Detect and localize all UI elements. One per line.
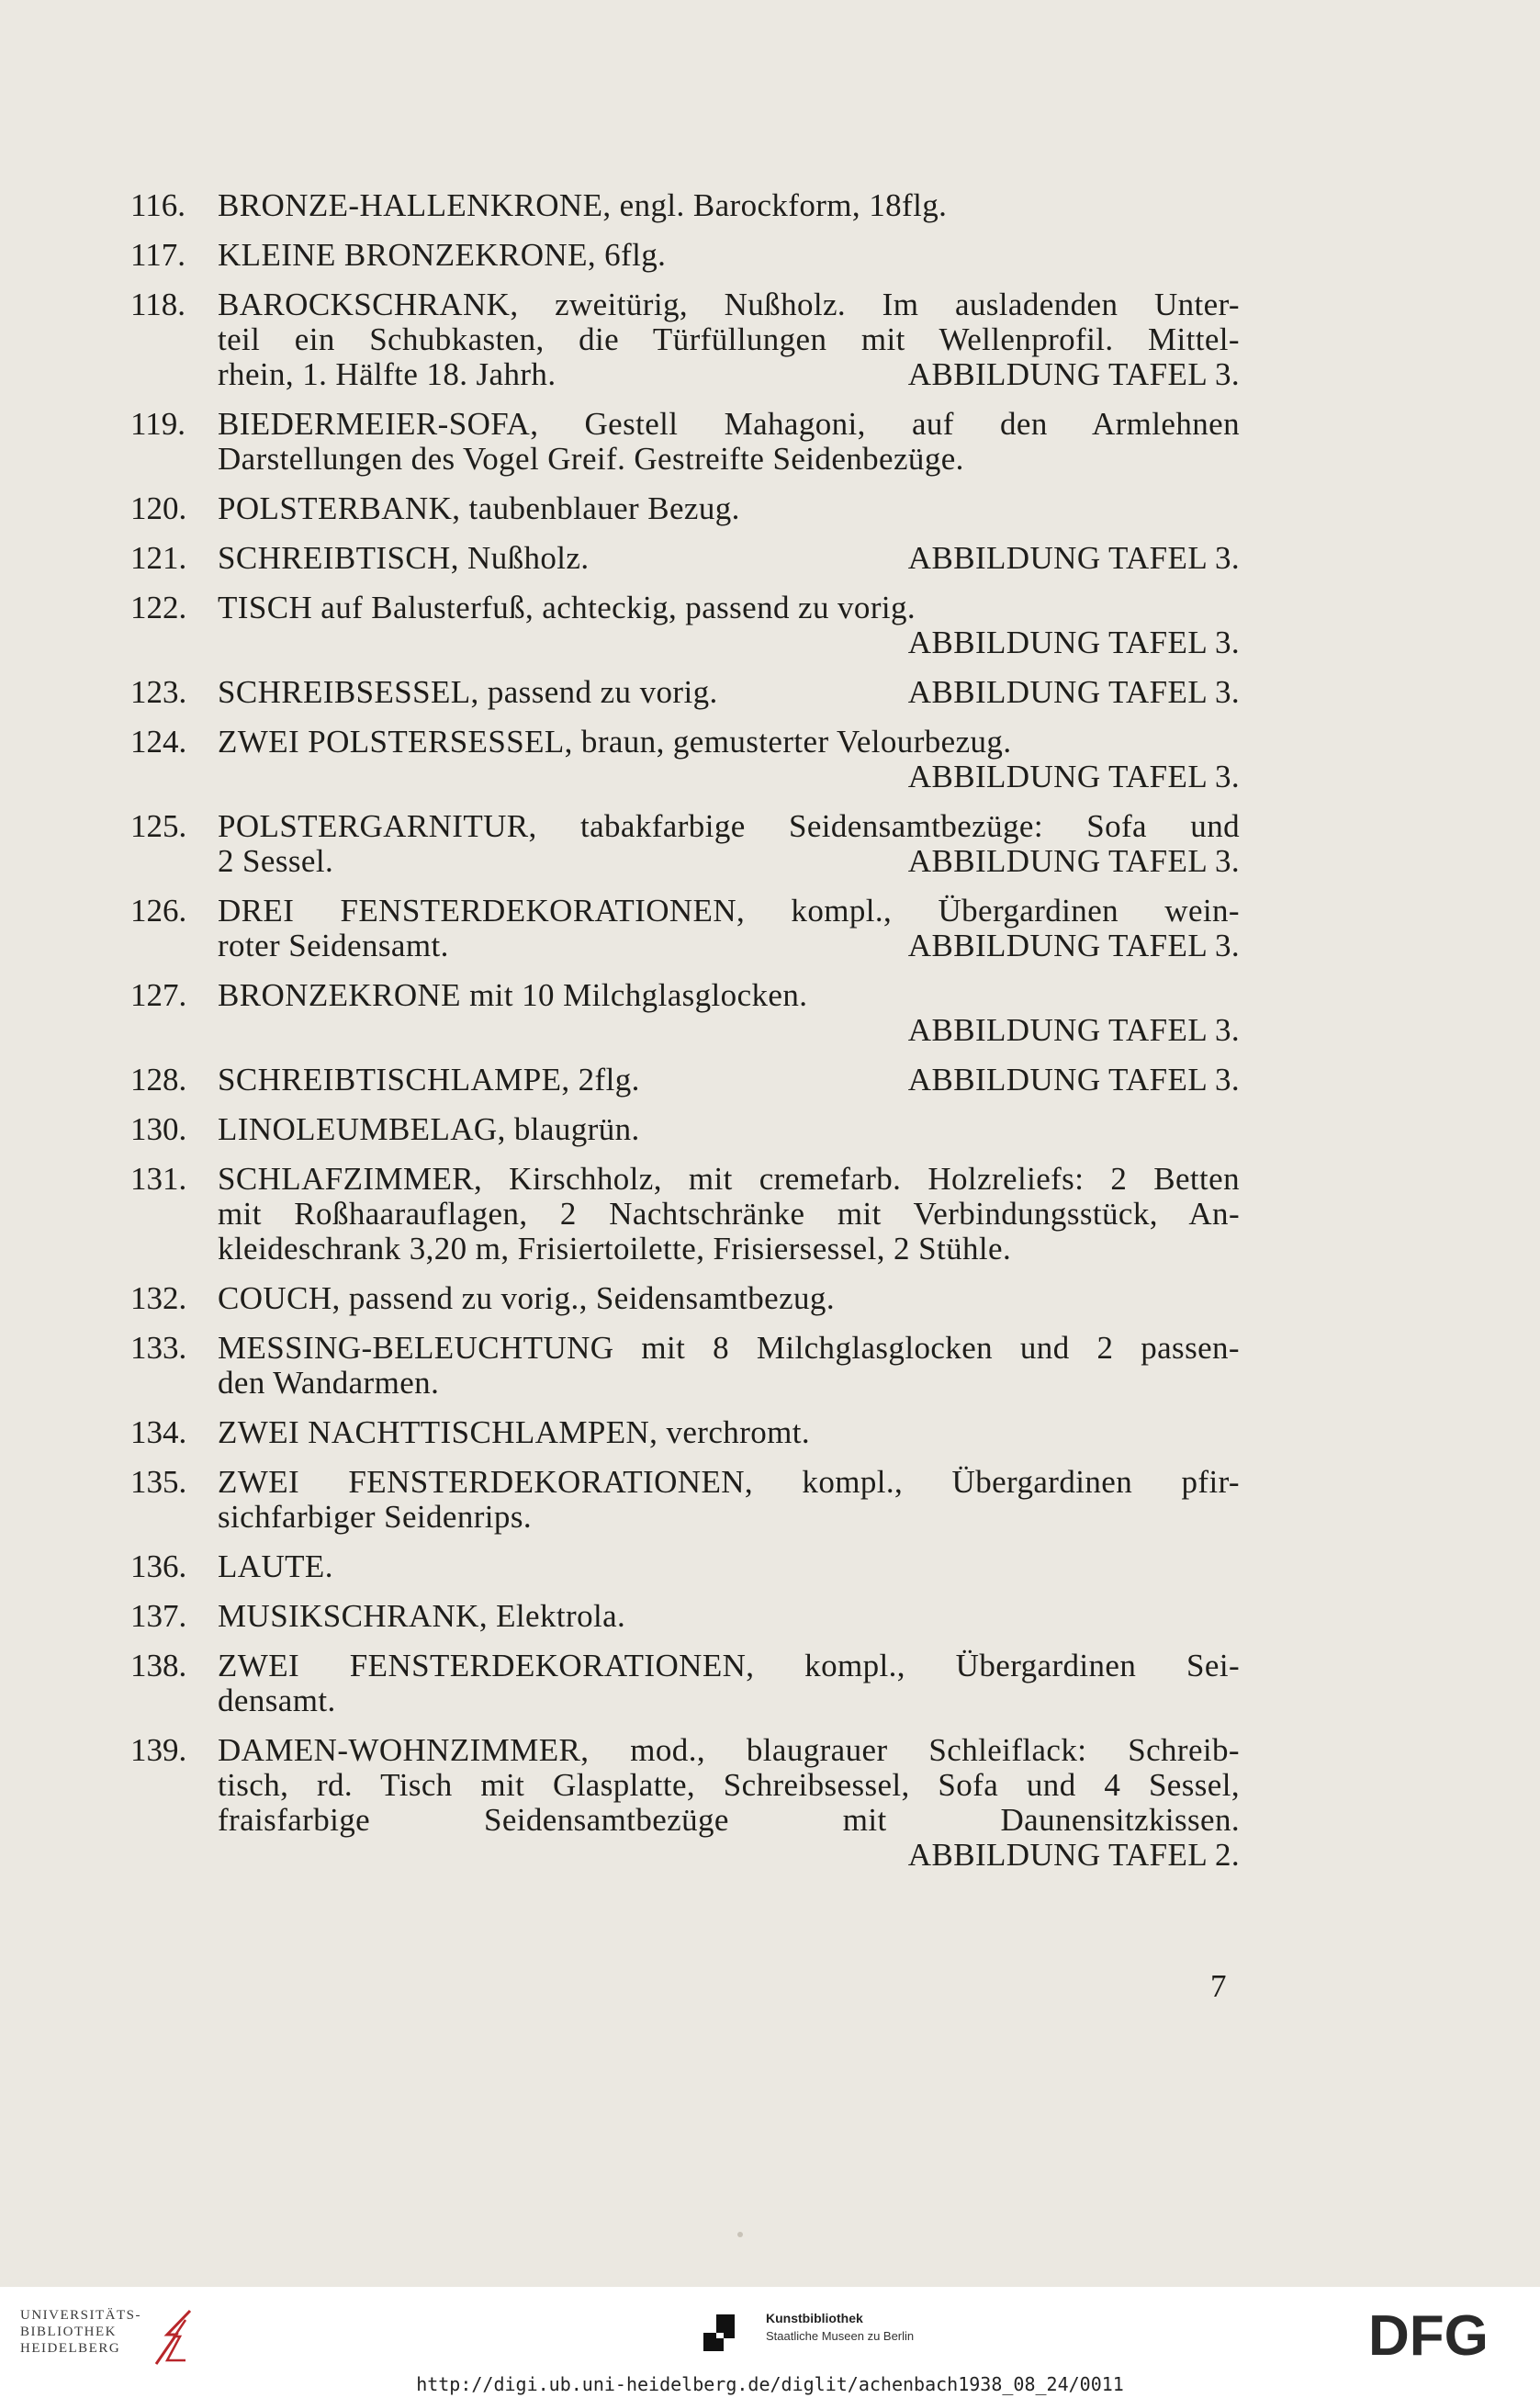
entry-text-line: MESSING-BELEUCHTUNG mit 8 Milchglasglocken und 2 passen- [218, 1330, 1240, 1366]
catalog-entry [130, 238, 1240, 273]
entry-text-line: densamt. [218, 1683, 336, 1718]
entry-number: 136. [130, 1548, 187, 1584]
entry-text-line: den Wandarmen. [218, 1365, 440, 1401]
entry-text-line: KLEINE BRONZEKRONE, 6flg. [218, 237, 667, 273]
catalog-entry [130, 1465, 1240, 1535]
entry-number: 124. [130, 724, 187, 760]
plate-reference: ABBILDUNG TAFEL 3. [907, 540, 1240, 576]
catalog-entry [130, 1331, 1240, 1401]
catalog-entry [130, 978, 1240, 1048]
svg-text:DFG: DFG [1368, 2307, 1489, 2362]
catalog-entry [130, 188, 1240, 223]
entry-number: 130. [130, 1111, 187, 1147]
catalog-entry [130, 591, 1240, 660]
entry-text: rhein, 1. Hälfte 18. Jahrh. [218, 356, 556, 392]
university-library-logo[interactable] [20, 2307, 204, 2371]
entry-text-line: ZWEI POLSTERSESSEL, braun, gemusterter Velourbezug. [218, 724, 1012, 760]
entry-text-line: DAMEN-WOHNZIMMER, mod., blaugrauer Schleiflack: Schreib- [218, 1732, 1240, 1768]
entry-text-line-with-plate [218, 1063, 1240, 1098]
catalog-entry [130, 1162, 1240, 1267]
entry-number: 127. [130, 977, 187, 1013]
entry-text: SCHREIBTISCH, Nußholz. [218, 540, 590, 576]
kunstbibliothek-emblem-icon [703, 2314, 736, 2351]
entry-text-line-with-plate [218, 541, 1240, 576]
entry-number: 121. [130, 540, 187, 576]
entry-text-line-with-plate [218, 675, 1240, 710]
entry-text-line-with-plate [218, 844, 1240, 879]
entry-number: 123. [130, 674, 187, 710]
entry-text-line: kleideschrank 3,20 m, Frisiertoilette, Frisiersessel, 2 Stühle. [218, 1231, 1012, 1267]
catalog-entry [130, 541, 1240, 576]
entry-text-line: COUCH, passend zu vorig., Seidensamtbezug. [218, 1280, 835, 1316]
catalog-entry [130, 407, 1240, 477]
entry-text-line: BIEDERMEIER-SOFA, Gestell Mahagoni, auf den Armlehnen [218, 406, 1240, 442]
entry-text-line: mit Roßhaarauflagen, 2 Nachtschränke mit Verbindungsstück, An- [218, 1196, 1240, 1232]
plate-reference: ABBILDUNG TAFEL 3. [907, 759, 1240, 794]
entry-text-line: fraisfarbige Seidensamtbezüge mit Daunensitzkissen. [218, 1802, 1240, 1838]
entry-text-line: tisch, rd. Tisch mit Glasplatte, Schreibsessel, Sofa und 4 Sessel, [218, 1767, 1240, 1803]
entry-number: 131. [130, 1161, 187, 1197]
catalog-entry [130, 491, 1240, 526]
entry-text-line: sichfarbiger Seidenrips. [218, 1499, 532, 1535]
entry-text: roter Seidensamt. [218, 928, 449, 963]
entry-number: 126. [130, 893, 187, 929]
entry-number: 120. [130, 490, 187, 526]
entry-text-line: ZWEI FENSTERDEKORATIONEN, kompl., Übergardinen Sei- [218, 1648, 1240, 1683]
catalog-entry [130, 809, 1240, 879]
page-url[interactable]: http://digi.ub.uni-heidelberg.de/diglit/achenbach1938_08_24/0011 [416, 2373, 1124, 2395]
entry-text-line: POLSTERGARNITUR, tabakfarbige Seidensamtbezüge: Sofa und [218, 808, 1240, 844]
entry-number: 134. [130, 1414, 187, 1450]
plate-reference: ABBILDUNG TAFEL 3. [907, 356, 1240, 392]
entry-number: 116. [130, 187, 185, 223]
entry-number: 119. [130, 406, 185, 442]
entry-number: 135. [130, 1464, 187, 1500]
entry-text: 2 Sessel. [218, 843, 334, 879]
plate-reference: ABBILDUNG TAFEL 2. [907, 1837, 1240, 1873]
entry-text: SCHREIBSESSEL, passend zu vorig. [218, 674, 718, 710]
entry-number: 117. [130, 237, 185, 273]
entry-number: 118. [130, 287, 185, 322]
entry-text-line: POLSTERBANK, taubenblauer Bezug. [218, 490, 740, 526]
entry-text-line: teil ein Schubkasten, die Türfüllungen mit Wellenprofil. Mittel- [218, 321, 1240, 357]
plate-reference: ABBILDUNG TAFEL 3. [907, 843, 1240, 879]
university-name: UNIVERSITÄTS- BIBLIOTHEK HEIDELBERG [20, 2308, 141, 2356]
entry-text-line-with-plate [218, 929, 1240, 963]
entry-number: 137. [130, 1598, 187, 1634]
catalog-entry [130, 725, 1240, 794]
paper-speck [737, 2232, 743, 2237]
catalog-entry [130, 287, 1240, 392]
entry-text-line: SCHLAFZIMMER, Kirschholz, mit cremefarb. Holzreliefs: 2 Betten [218, 1161, 1240, 1197]
entry-text-line: TISCH auf Balusterfuß, achteckig, passend zu vorig. [218, 590, 916, 625]
entry-text-line: BRONZEKRONE mit 10 Milchglasglocken. [218, 977, 808, 1013]
catalog-entry [130, 894, 1240, 963]
catalog-entry [130, 1415, 1240, 1450]
catalog-entry [130, 1599, 1240, 1634]
entry-number: 138. [130, 1648, 187, 1683]
entry-number: 132. [130, 1280, 187, 1316]
entry-text-line: MUSIKSCHRANK, Elektrola. [218, 1598, 626, 1634]
viewer-footer [0, 2287, 1540, 2398]
plate-reference: ABBILDUNG TAFEL 3. [907, 674, 1240, 710]
catalog-entry [130, 1549, 1240, 1584]
entry-text-line-with-plate [218, 357, 1240, 392]
entry-text-line: DREI FENSTERDEKORATIONEN, kompl., Übergardinen wein- [218, 893, 1240, 929]
entry-number: 139. [130, 1732, 187, 1768]
plate-reference: ABBILDUNG TAFEL 3. [907, 1062, 1240, 1098]
entry-number: 122. [130, 590, 187, 625]
entry-number: 133. [130, 1330, 187, 1366]
entry-text-line: BRONZE-HALLENKRONE, engl. Barockform, 18flg. [218, 187, 948, 223]
entry-text: SCHREIBTISCHLAMPE, 2flg. [218, 1062, 640, 1098]
kunstbibliothek-subtitle: Staatliche Museen zu Berlin [766, 2329, 915, 2343]
catalog-entry [130, 675, 1240, 710]
entry-text-line: Darstellungen des Vogel Greif. Gestreifte Seidenbezüge. [218, 441, 964, 477]
catalog-entry [130, 1733, 1240, 1873]
kunstbibliothek-name: Kunstbibliothek [766, 2311, 863, 2325]
entry-text-line: LINOLEUMBELAG, blaugrün. [218, 1111, 640, 1147]
catalog-entry [130, 1112, 1240, 1147]
page-number: 7 [1210, 1968, 1227, 2004]
kunstbibliothek-logo[interactable] [703, 2311, 979, 2357]
entry-text-line: ZWEI NACHTTISCHLAMPEN, verchromt. [218, 1414, 811, 1450]
catalog-entry [130, 1281, 1240, 1316]
plate-reference: ABBILDUNG TAFEL 3. [907, 1012, 1240, 1048]
dfg-logo[interactable] [1368, 2307, 1515, 2362]
plate-reference: ABBILDUNG TAFEL 3. [907, 928, 1240, 963]
entry-text-line: BAROCKSCHRANK, zweitürig, Nußholz. Im ausladenden Unter- [218, 287, 1240, 322]
auction-catalog-list [130, 188, 1240, 1887]
plate-reference: ABBILDUNG TAFEL 3. [907, 625, 1240, 660]
catalog-entry [130, 1063, 1240, 1098]
university-emblem-icon [149, 2307, 204, 2371]
catalog-entry [130, 1649, 1240, 1718]
entry-text-line: ZWEI FENSTERDEKORATIONEN, kompl., Übergardinen pfir- [218, 1464, 1240, 1500]
entry-text-line: LAUTE. [218, 1548, 333, 1584]
entry-number: 125. [130, 808, 187, 844]
entry-number: 128. [130, 1062, 187, 1098]
